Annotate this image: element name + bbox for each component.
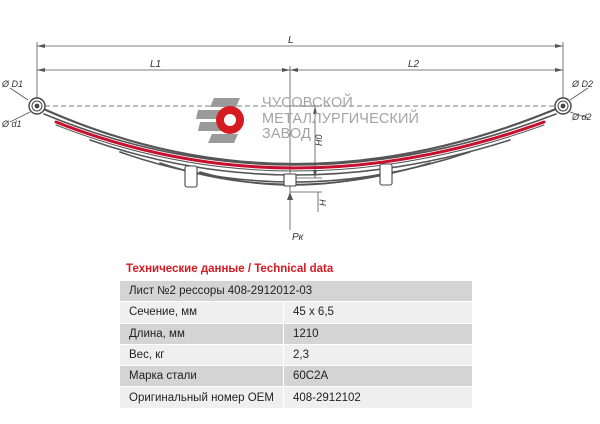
row-label: Марка стали [120, 366, 284, 387]
label-H: H [318, 199, 328, 206]
label-Pk: Pк [292, 232, 304, 243]
table-row [120, 366, 472, 387]
row-label: Длина, мм [120, 323, 284, 344]
specs-table [120, 280, 472, 408]
label-d1: Ø d1 [2, 119, 22, 129]
row-value: 1210 [284, 323, 473, 344]
logo-text [262, 96, 419, 143]
label-L2: L2 [408, 59, 420, 70]
label-H0: H0 [314, 134, 324, 146]
label-d2: Ø d2 [572, 112, 592, 122]
table-row [120, 323, 472, 344]
row-value: 2,3 [284, 344, 473, 365]
row-value: 45 х 6,5 [284, 302, 473, 323]
table-row [120, 344, 472, 365]
logo-mark-icon [196, 98, 256, 144]
logo-line-3: ЗАВОД [262, 126, 311, 142]
table-header-cell: Лист №2 рессоры 408-2912012-03 [120, 281, 472, 302]
logo-line-2: МЕТАЛЛУРГИЧЕСКИЙ [262, 110, 420, 127]
label-L: L [288, 35, 294, 46]
eye-right [555, 98, 571, 114]
table-row [120, 387, 472, 408]
label-L1: L1 [150, 59, 162, 70]
row-label: Вес, кг [120, 344, 284, 365]
eye-left [29, 98, 45, 114]
logo-line-1: ЧУСОВСКОЙ [262, 95, 353, 111]
row-label: Сечение, мм [120, 302, 284, 323]
row-label: Оригинальный номер OEM [120, 387, 284, 408]
table-row [120, 302, 472, 323]
label-D2: Ø D2 [572, 79, 594, 89]
table-header-row [120, 281, 472, 302]
label-D1: Ø D1 [2, 79, 24, 89]
row-value: 408-2912102 [284, 387, 473, 408]
specs-title: Технические данные / Technical data [126, 263, 334, 275]
row-value: 60С2А [284, 366, 473, 387]
company-logo [196, 96, 418, 154]
